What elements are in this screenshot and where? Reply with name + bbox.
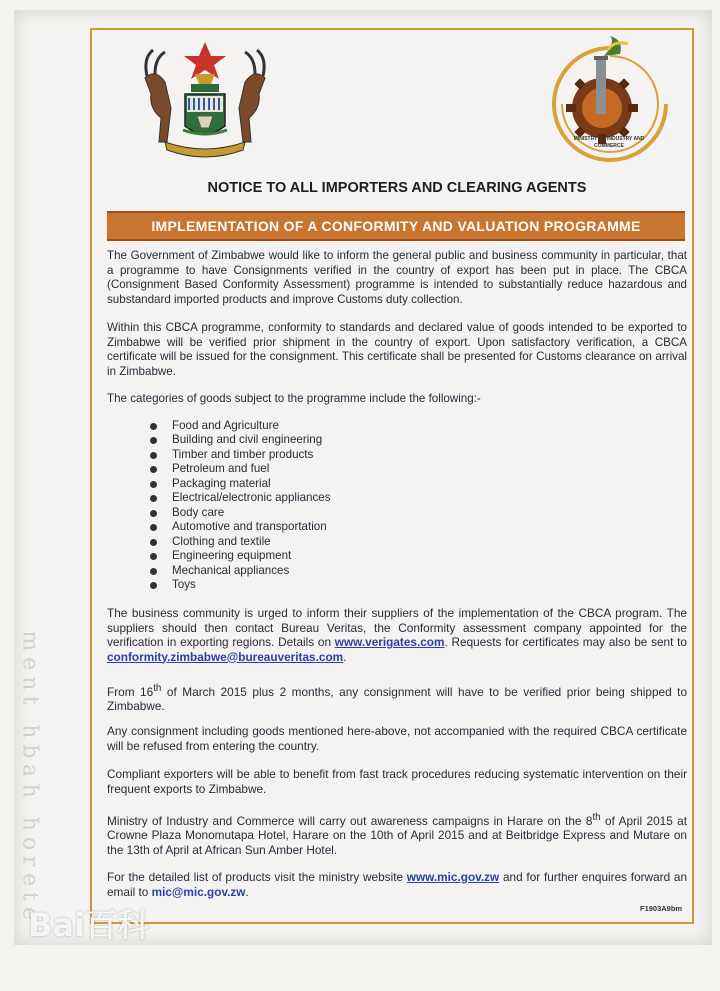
list-item: Food and Agriculture	[148, 419, 331, 433]
campaigns-text-a: Ministry of Industry and Commerce will carry out awareness campaigns in Harare on the 8	[107, 813, 593, 828]
list-item: Engineering equipment	[148, 549, 331, 563]
ministry-logo-caption: MINISTRY OF INDUSTRY AND COMMERCE	[573, 136, 645, 149]
list-item: Packaging material	[148, 477, 331, 491]
list-item: Timber and timber products	[148, 448, 331, 462]
list-item: Clothing and textile	[148, 535, 331, 549]
list-item: Automotive and transportation	[148, 520, 331, 534]
bleed-through-text: ǝʇǝɹoɥ ɥɐqɥ ʇuǝɯ	[16, 624, 41, 920]
list-item: Toys	[148, 578, 331, 592]
categories-intro: The categories of goods subject to the programme include the following:-	[107, 392, 481, 405]
suppliers-text-a: The business community is urged to inform their suppliers of the implementation of the CBCA program. The suppliers should then contact Bureau Veritas, the Conformity assessment company appointed for the verification in exporting regions. Details on	[107, 606, 687, 649]
suppliers-text-c: .	[343, 649, 347, 664]
list-item: Building and civil engineering	[148, 433, 331, 447]
ministry-email-link[interactable]: mic@mic.gov.zw	[151, 884, 246, 899]
contact-text-b: and for further enquires forward an email to	[107, 870, 688, 899]
contact-paragraph	[107, 870, 687, 899]
suppliers-paragraph	[107, 606, 687, 664]
intro-paragraph: The Government of Zimbabwe would like to inform the general public and business community in particular, that a programme to have Consignments verified in the country of export has been put in place. The CBCA (Consignment Based Conformity Assessment) programme is intended to substantially reduce hazardous and substandard imported products and improve Customs duty collection.	[107, 249, 687, 306]
suppliers-text-b: . Requests for certificates may also be sent to	[444, 635, 687, 649]
list-item: Mechanical appliances	[148, 564, 331, 578]
ordinal-suffix: th	[592, 812, 601, 823]
deadline-text-b: of March 2015 plus 2 months, any consignment will have to be verified prior being shipped to Zimbabwe.	[107, 684, 687, 714]
campaigns-text-b: of April 2015 at Crowne Plaza Monomutapa Hotel, Harare on the 10th of April 2015 and at Beitbridge Express and Mutare on the 13th of April at African Sun Amber Hotel.	[107, 813, 687, 857]
verigates-link[interactable]: www.verigates.com	[334, 635, 445, 649]
refusal-paragraph: Any consignment including goods mentioned here-above, not accompanied with the required CBCA certificate will be refused from entering the country.	[107, 724, 687, 753]
bureau-veritas-email-link[interactable]: conformity.zimbabwe@bureauveritas.com	[107, 649, 344, 664]
coat-of-arms-icon	[125, 38, 285, 168]
categories-list	[148, 419, 331, 592]
campaigns-paragraph	[107, 811, 687, 857]
list-item: Electrical/electronic appliances	[148, 491, 331, 505]
baidu-watermark: Bai百科	[28, 906, 149, 944]
deadline-paragraph	[107, 682, 687, 714]
list-item: Petroleum and fuel	[148, 462, 331, 476]
banner-title: IMPLEMENTATION OF A CONFORMITY AND VALUATION PROGRAMME	[151, 218, 641, 234]
contact-text-c: .	[245, 884, 249, 899]
deadline-text-a: From 16	[107, 684, 154, 699]
ministry-website-link[interactable]: www.mic.gov.zw	[406, 870, 500, 884]
ordinal-suffix: th	[153, 683, 162, 694]
list-item: Body care	[148, 506, 331, 520]
contact-text-a: For the detailed list of products visit the ministry website	[107, 870, 407, 884]
cbca-paragraph: Within this CBCA programme, conformity to standards and declared value of goods intended to be exported to Zimbabwe will be verified prior shipment in the country of export. Upon satisfactory verification, a CBCA certificate will be issued for the consignment. This certificate shall be presented for Customs clearance on arrival in Zimbabwe.	[107, 321, 687, 378]
reference-code: F1903A9bm	[640, 904, 683, 913]
fast-track-paragraph: Compliant exporters will be able to benefit from fast track procedures reducing systematic intervention on their frequent exports to Zimbabwe.	[107, 767, 687, 796]
notice-title: NOTICE TO ALL IMPORTERS AND CLEARING AGENTS	[207, 180, 587, 196]
programme-banner	[107, 211, 685, 241]
